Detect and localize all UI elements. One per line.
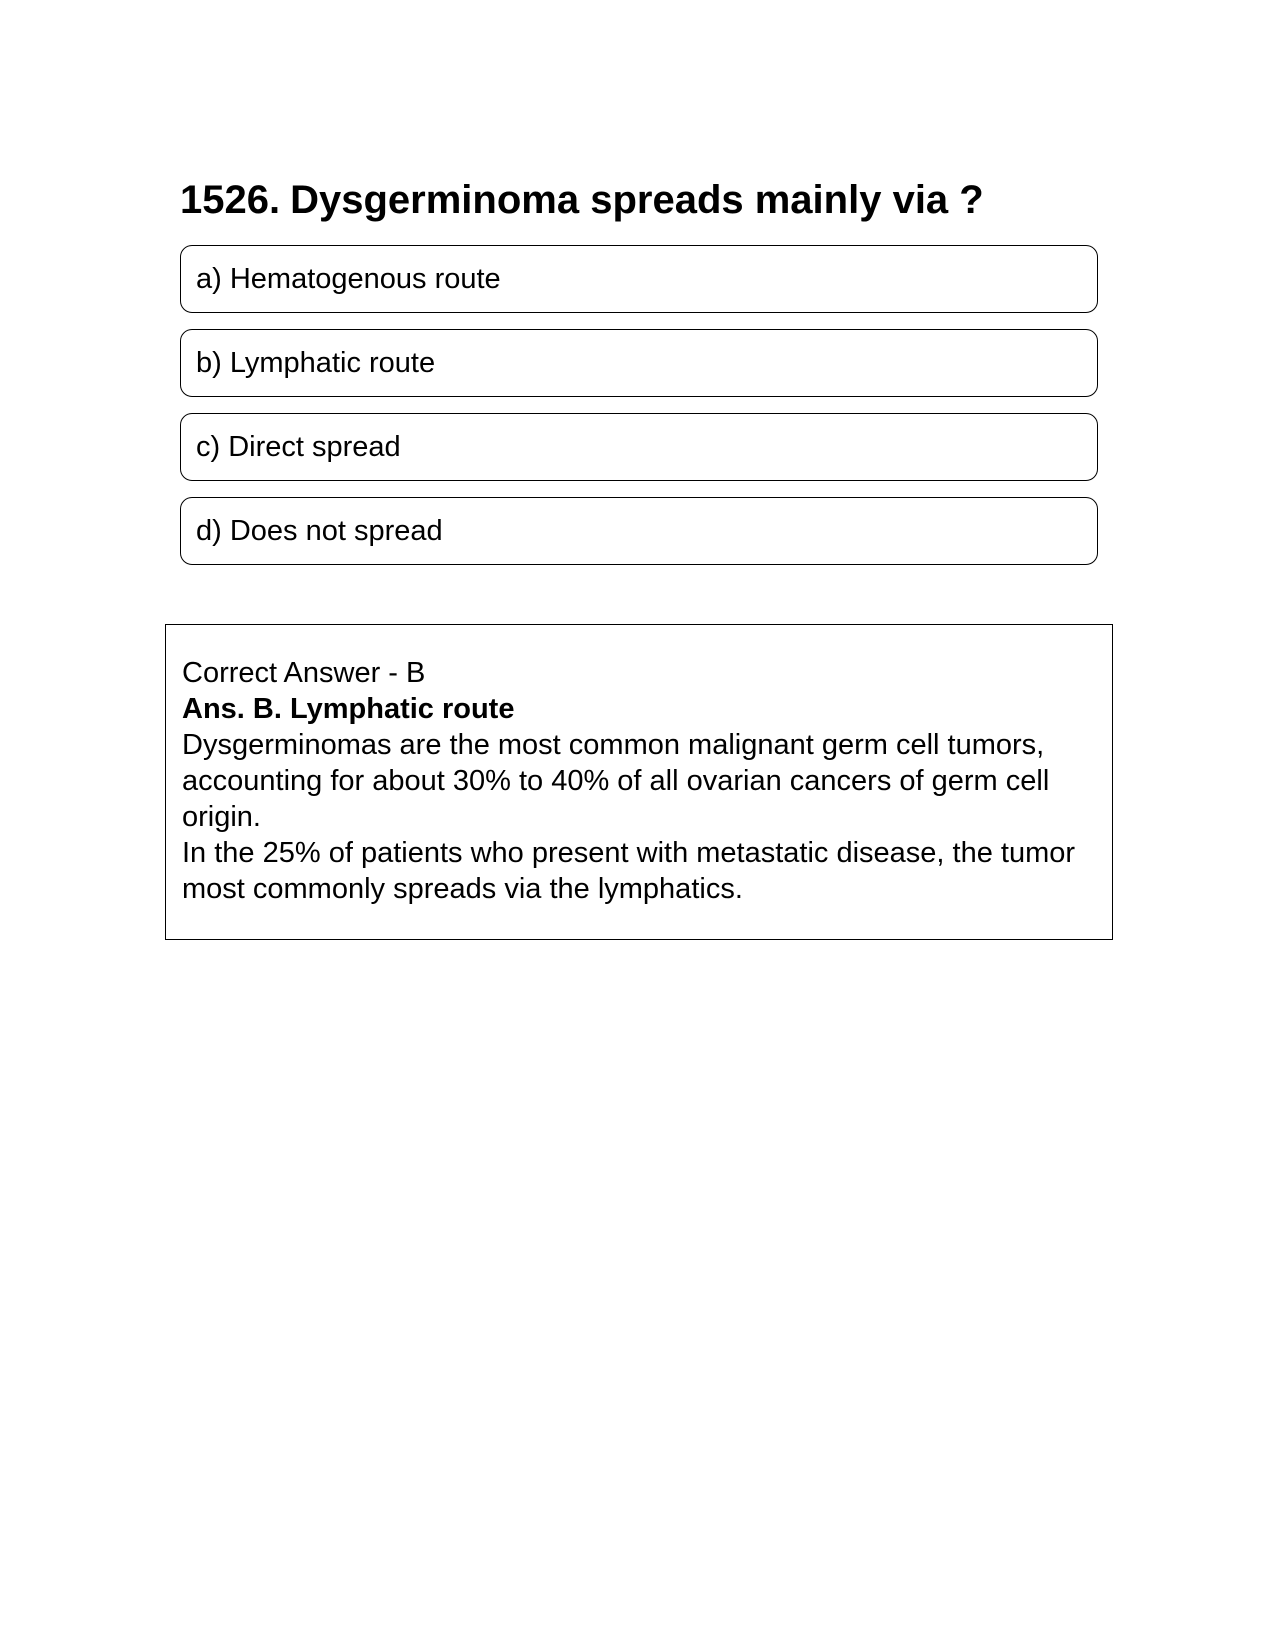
option-b[interactable]: b) Lymphatic route bbox=[180, 329, 1098, 397]
correct-answer-line: Correct Answer - B bbox=[182, 657, 426, 689]
option-c[interactable]: c) Direct spread bbox=[180, 413, 1098, 481]
explanation-paragraph: Dysgerminomas are the most common malignant germ cell tumors, accounting for about 30% to 40% of all ovarian cancers of germ cell origin. bbox=[182, 729, 1050, 833]
question-number: 1526. bbox=[180, 178, 281, 222]
options-list bbox=[180, 245, 1098, 581]
answer-heading: Ans. B. Lymphatic route bbox=[182, 693, 515, 725]
answer-box bbox=[165, 624, 1113, 940]
question-title bbox=[180, 176, 984, 224]
question-text: Dysgerminoma spreads mainly via ? bbox=[290, 178, 984, 222]
option-a[interactable]: a) Hematogenous route bbox=[180, 245, 1098, 313]
option-d[interactable]: d) Does not spread bbox=[180, 497, 1098, 565]
explanation-paragraph: In the 25% of patients who present with metastatic disease, the tumor most commonly spreads via the lymphatics. bbox=[182, 837, 1076, 905]
